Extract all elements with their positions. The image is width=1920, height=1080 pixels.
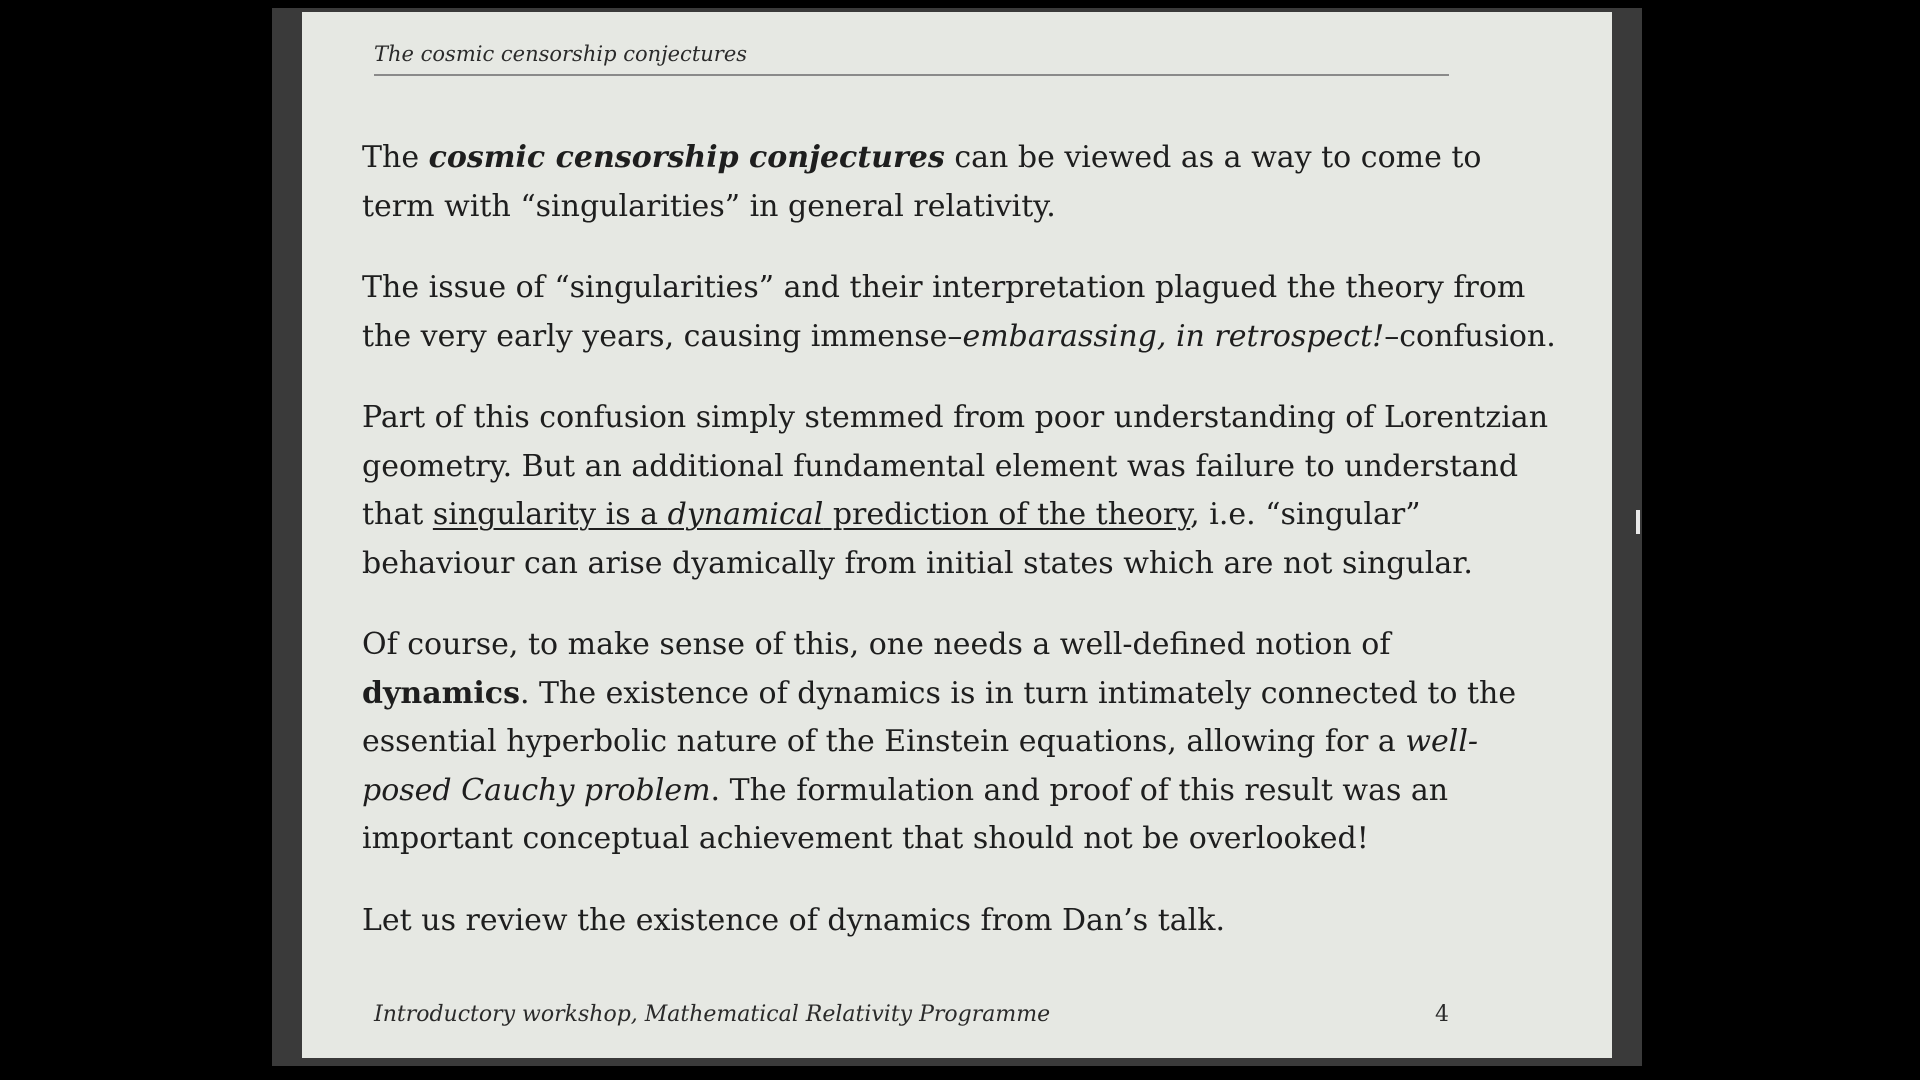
p1-text-c: can be viewed as a way to come to term with “singularities” in general relativity. — [362, 140, 1482, 224]
paragraph-4 — [362, 621, 1562, 864]
p2-text-c: –confusion. — [1384, 318, 1556, 354]
paragraph-2 — [362, 264, 1562, 361]
slide-header: The cosmic censorship conjectures — [374, 42, 1449, 76]
slide-footer — [374, 1002, 1449, 1027]
p1-text-a: The — [362, 140, 429, 175]
slide-body — [362, 134, 1562, 945]
p2-emphasis: embarassing, in retrospect! — [962, 318, 1385, 354]
paragraph-5: Let us review the existence of dynamics from Dan’s talk. — [362, 902, 1225, 938]
paragraph-3 — [362, 394, 1562, 588]
p4-bold-dynamics: dynamics — [362, 675, 520, 711]
p3-underline-dynamical: dynamical — [667, 497, 824, 532]
mouse-cursor-icon — [1636, 510, 1640, 534]
p1-emphasis: cosmic censorship conjectures — [428, 140, 945, 175]
p3-text-a: Part of this confusion simply stemmed from poor understanding of Lorentzian geometry. But an additional fundamental element was failure to understand that — [362, 400, 1549, 532]
p3-text-b: , i.e. “singular” behaviour can arise dyamically from initial states which are not singular. — [362, 497, 1473, 581]
p4-text-c: . The existence of dynamics is in turn intimately connected to the essential hyperbolic nature of the Einstein equations, allowing for a — [362, 675, 1517, 759]
paragraph-1 — [362, 134, 1562, 231]
p3-underline-1: singularity is a — [432, 497, 668, 532]
p4-text-e: . The formulation and proof of this result was an important conceptual achievement that should not be overlooked! — [362, 772, 1449, 856]
p4-italic-cauchy: well-posed Cauchy problem — [362, 724, 1479, 808]
page-number: 4 — [1435, 1002, 1449, 1027]
slide — [302, 12, 1612, 1058]
footer-event: Introductory workshop, Mathematical Relativity Programme — [374, 1002, 1051, 1027]
p3-underline-2: prediction of the theory — [823, 497, 1191, 532]
p4-text-a: Of course, to make sense of this, one needs a well-defined notion of — [362, 627, 1391, 662]
p2-text-a: The issue of “singularities” and their interpretation plagued the theory from the very early years, causing immense– — [362, 270, 1526, 354]
